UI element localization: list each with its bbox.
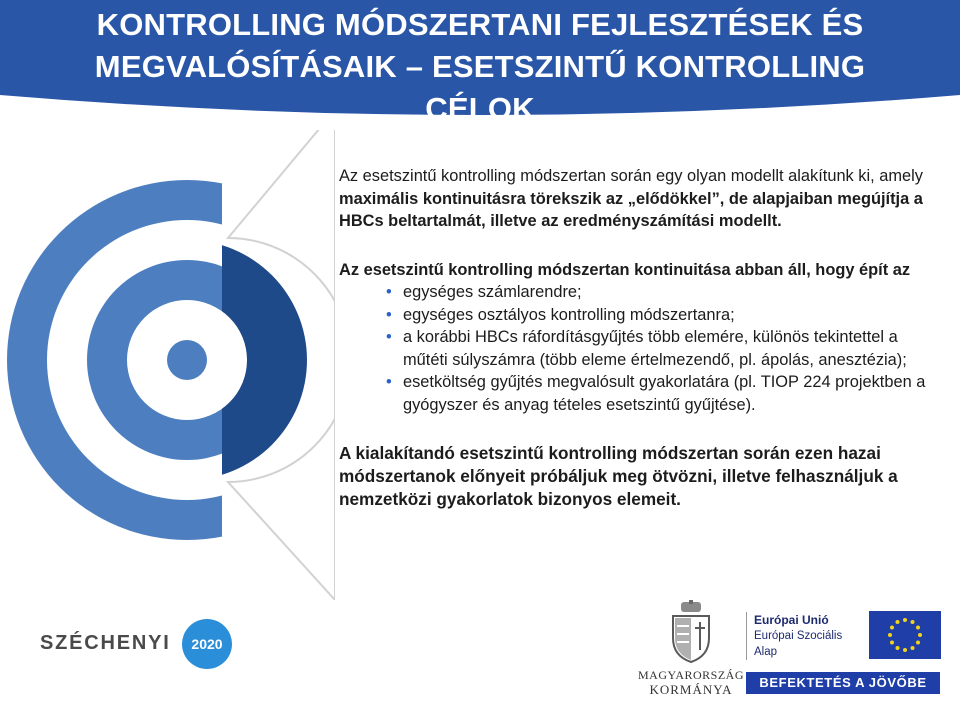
title-line-1: KONTROLLING MÓDSZERTANI FEJLESZTÉSEK ÉS: [96, 7, 864, 42]
header-banner: [0, 0, 960, 128]
eu-star-icon: [918, 633, 922, 637]
hungarian-government-logo: [636, 598, 746, 698]
title-line-2: MEGVALÓSÍTÁSAIK – ESETSZINTŰ KONTROLLING: [94, 49, 866, 84]
eu-star-icon: [890, 626, 894, 630]
main-content: [339, 165, 929, 511]
eu-line-1: Európai Unió: [754, 613, 829, 627]
hungarian-coat-of-arms-icon: [667, 600, 715, 664]
szechenyi-logo-text: SZÉCHENYI: [40, 632, 171, 654]
eu-fund-text: [754, 612, 842, 660]
eu-flag-icon: [869, 611, 941, 659]
eu-star-icon: [911, 646, 915, 650]
eu-star-icon: [916, 641, 920, 645]
list-item: • egységes számlarendre;: [403, 281, 929, 304]
conclusion-paragraph: A kialakítandó esetszintű kontrolling módszertan során ezen hazai módszertanok előnyeit próbáljuk meg ötvözni, illetve felhasználjuk a nemzetközi gyakorlatok bizonyos elemeit.: [339, 443, 898, 509]
eu-line-3: Alap: [754, 646, 778, 658]
intro-text: Az esetszintű kontrolling módszertan során egy olyan modellt alakítunk ki, amely: [339, 167, 923, 185]
investment-banner: BEFEKTETÉS A JÖVŐBE: [746, 672, 940, 694]
eu-star-icon: [903, 618, 907, 622]
lead-paragraph: Az esetszintű kontrolling módszertan kontinuitása abban áll, hogy épít az: [339, 260, 911, 279]
page-title: [40, 4, 920, 130]
eu-star-icon: [890, 641, 894, 645]
list-item: • a korábbi HBCs ráfordításgyűjtés több elemére, különös tekintettel a műtéti súlyszámra (több eleme értelmezendő, pl. ápolás, anesztézia);: [403, 326, 929, 371]
intro-bold-text: maximális kontinuitásra törekszik az „elődökkel”, de alapjaiban megújítja a HBCs beltartalmát, illetve az eredményszámítási modellt.: [339, 189, 923, 230]
kormany-line-1: MAGYARORSZÁG: [637, 668, 744, 682]
eu-star-icon: [888, 633, 892, 637]
target-graphic: [0, 130, 335, 600]
intro-paragraph: [339, 165, 929, 233]
eu-star-icon: [911, 620, 915, 624]
eu-star-icon: [896, 646, 900, 650]
kormany-line-2: KORMÁNYA: [649, 682, 733, 697]
eu-star-icon: [916, 626, 920, 630]
list-item: • egységes osztályos kontrolling módszertanra;: [403, 304, 929, 327]
eu-star-icon: [903, 648, 907, 652]
bullet-list: [339, 281, 929, 416]
title-line-3: CÉLOK: [425, 91, 535, 126]
eu-line-2: Európai Szociális: [754, 630, 843, 642]
list-item: • esetköltség gyűjtés megvalósult gyakorlatára (pl. TIOP 224 projektben a gyógyszer és anyag tételes esetszintű gyűjtése).: [403, 371, 929, 416]
eu-divider: [746, 612, 747, 660]
szechenyi-logo-year: 2020: [182, 619, 232, 669]
eu-star-icon: [896, 620, 900, 624]
